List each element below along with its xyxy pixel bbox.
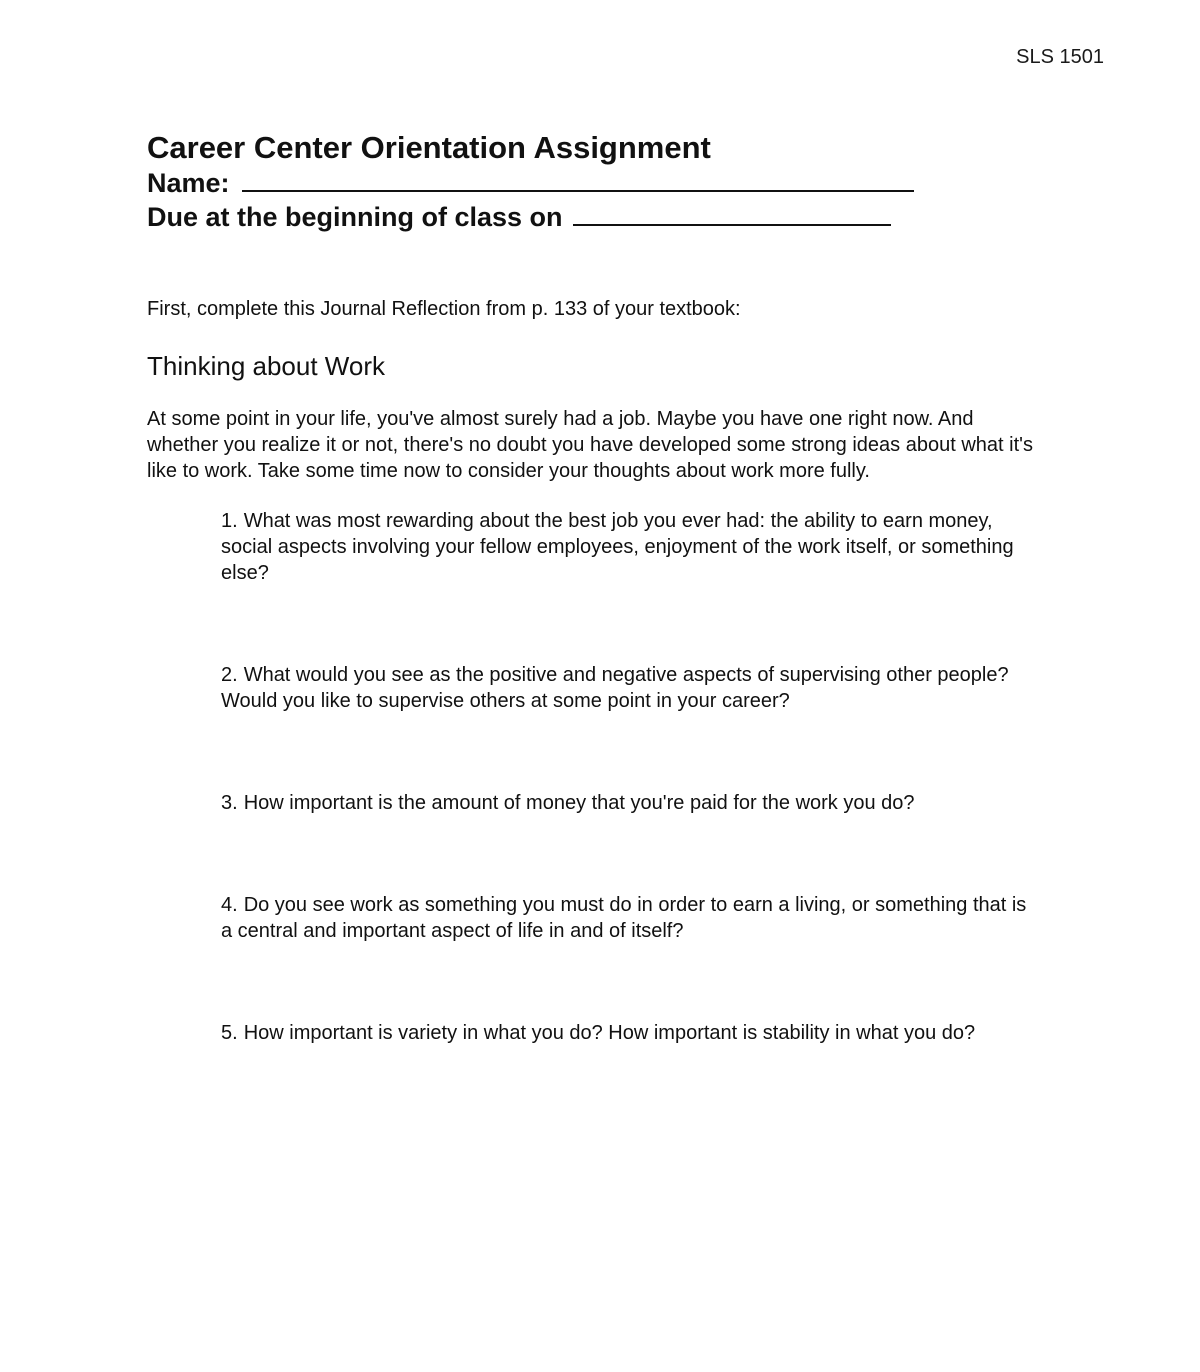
question-text: How important is the amount of money that you're paid for the work you do? [243, 792, 915, 814]
question-number: 1. [221, 510, 238, 532]
question-text: Do you see work as something you must do in order to earn a living, or something that is a central and important aspect of life in and of itself? [221, 894, 1027, 942]
course-code: SLS 1501 [1016, 46, 1104, 68]
due-date-blank-line [573, 200, 891, 226]
question-number: 5. [221, 1022, 238, 1044]
question-list [221, 508, 1041, 1046]
name-label: Name: [147, 168, 230, 198]
question-text: How important is variety in what you do? How important is stability in what you do? [243, 1022, 976, 1044]
question-item-4 [221, 892, 1041, 944]
document-content [147, 130, 1067, 1046]
intro-text: First, complete this Journal Reflection from p. 133 of your textbook: [147, 298, 741, 320]
question-number: 4. [221, 894, 238, 916]
question-item-3 [221, 790, 1041, 816]
question-text: What would you see as the positive and negative aspects of supervising other people? Would you like to supervise others at some point in your career? [221, 664, 1009, 712]
due-label: Due at the beginning of class on [147, 202, 563, 232]
document-title: Career Center Orientation Assignment [147, 130, 711, 165]
section-title: Thinking about Work [147, 351, 385, 381]
question-number: 3. [221, 792, 238, 814]
question-text: What was most rewarding about the best job you ever had: the ability to earn money, social aspects involving your fellow employees, enjoyment of the work itself, or something else? [221, 510, 1014, 584]
question-number: 2. [221, 664, 238, 686]
name-field-row [147, 166, 1067, 200]
due-date-row [147, 200, 1067, 234]
question-item-1 [221, 508, 1041, 586]
question-item-5 [221, 1020, 1041, 1046]
section-paragraph: At some point in your life, you've almost surely had a job. Maybe you have one right now. And whether you realize it or not, there's no doubt you have developed some strong ideas about what it's like to work. Take some time now to consider your thoughts about work more fully. [147, 408, 1033, 482]
question-item-2 [221, 662, 1041, 714]
name-blank-line [242, 166, 914, 192]
